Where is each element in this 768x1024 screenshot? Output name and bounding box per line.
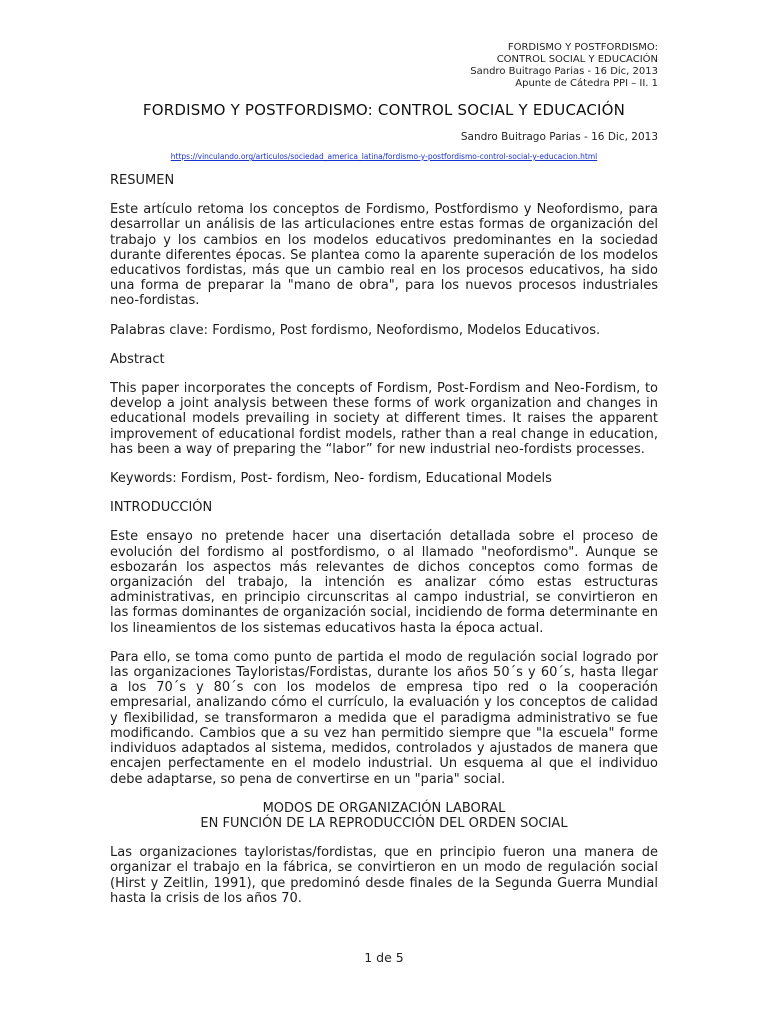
section-paragraph-1: Las organizaciones tayloristas/fordistas, que en principio fueron una manera de organizar el trabajo en la fábrica, se convirtieron en un modo de regulación social (Hirst y Zeitlin, 1991), que predominó desde finales de la Segunda Guerra Mundial hasta la crisis de los años 70. xyxy=(110,845,658,906)
running-header xyxy=(470,42,658,90)
section-title xyxy=(110,801,658,831)
section-title-line-2: EN FUNCIÓN DE LA REPRODUCCIÓN DEL ORDEN SOCIAL xyxy=(200,815,568,831)
introduccion-heading: INTRODUCCIÓN xyxy=(110,500,213,516)
abstract-paragraph: This paper incorporates the concepts of Fordism, Post-Fordism and Neo-Fordism, to develop a joint analysis between these forms of work organization and changes in educational models prevailing in society at different times. It raises the apparent improvement of educational fordist models, rather than a real change in education, has been a way of preparing the “labor” for new industrial neo-fordists processes. xyxy=(110,381,658,457)
running-header-line: FORDISMO Y POSTFORDISMO: xyxy=(507,42,658,53)
resumen-heading: RESUMEN xyxy=(110,173,175,188)
source-url-link[interactable]: https://vinculando.org/articulos/sociedad_america_latina/fordismo-y-postfordismo-control-social-y-educacion.html xyxy=(170,152,598,161)
palabras-clave: Palabras clave: Fordismo, Post fordismo, Neofordismo, Modelos Educativos. xyxy=(110,322,601,338)
document-body xyxy=(110,173,658,920)
page-number: 1 de 5 xyxy=(364,950,404,965)
running-header-line: CONTROL SOCIAL Y EDUCACIÓN xyxy=(496,54,658,65)
author-byline: Sandro Buitrago Parias - 16 Dic, 2013 xyxy=(460,131,658,143)
introduccion-paragraph-1: Este ensayo no pretende hacer una disertación detallada sobre el proceso de evolución del fordismo al postfordismo, o al llamado "neofordismo". Aunque se esbozarán los aspectos más relevantes de dichos conceptos como formas de organización del trabajo, la intención es analizar cómo estas estructuras administrativas, en principio circunscritas al campo industrial, se convirtieron en las formas dominantes de organización social, incidiendo de forma determinante en los lineamientos de los sistemas educativos hasta la época actual. xyxy=(110,529,658,636)
running-header-course: Apunte de Cátedra PPI – II. 1 xyxy=(515,78,658,89)
running-header-author-date: Sandro Buitrago Parias - 16 Dic, 2013 xyxy=(470,66,658,77)
section-title-line-1: MODOS DE ORGANIZACIÓN LABORAL xyxy=(262,800,506,816)
keywords: Keywords: Fordism, Post- fordism, Neo- fordism, Educational Models xyxy=(110,471,552,487)
introduccion-paragraph-2: Para ello, se toma como punto de partida el modo de regulación social logrado por las organizaciones Tayloristas/Fordistas, durante los años 50´s y 60´s, hasta llegar a los 70´s y 80´s con los modelos de empresa tipo red o la cooperación empresarial, analizando cómo el currículo, la evaluación y los conceptos de calidad y flexibilidad, se transformaron a medida que el paradigma administrativo se fue modificando. Cambios que a su vez han permitido siempre que "la escuela" forme individuos adaptados al sistema, medidos, controlados y ajustados de manera que encajen perfectamente en el modelo industrial. Un esquema al que el individuo debe adaptarse, so pena de convertirse en un "paria" social. xyxy=(110,649,658,787)
resumen-paragraph: Este artículo retoma los conceptos de Fordismo, Postfordismo y Neofordismo, para desarrollar un análisis de las articulaciones entre estas formas de organización del trabajo y los cambios en los modelos educativos predominantes en la sociedad durante diferentes épocas. Se plantea como la aparente superación de los modelos educativos fordistas, más que un cambio real en los procesos educativos, ha sido una forma de preparar la "mano de obra", para los nuevos procesos industriales neo-fordistas. xyxy=(110,202,658,309)
document-title: FORDISMO Y POSTFORDISMO: CONTROL SOCIAL Y EDUCACIÓN xyxy=(142,101,626,119)
abstract-heading: Abstract xyxy=(110,351,165,367)
